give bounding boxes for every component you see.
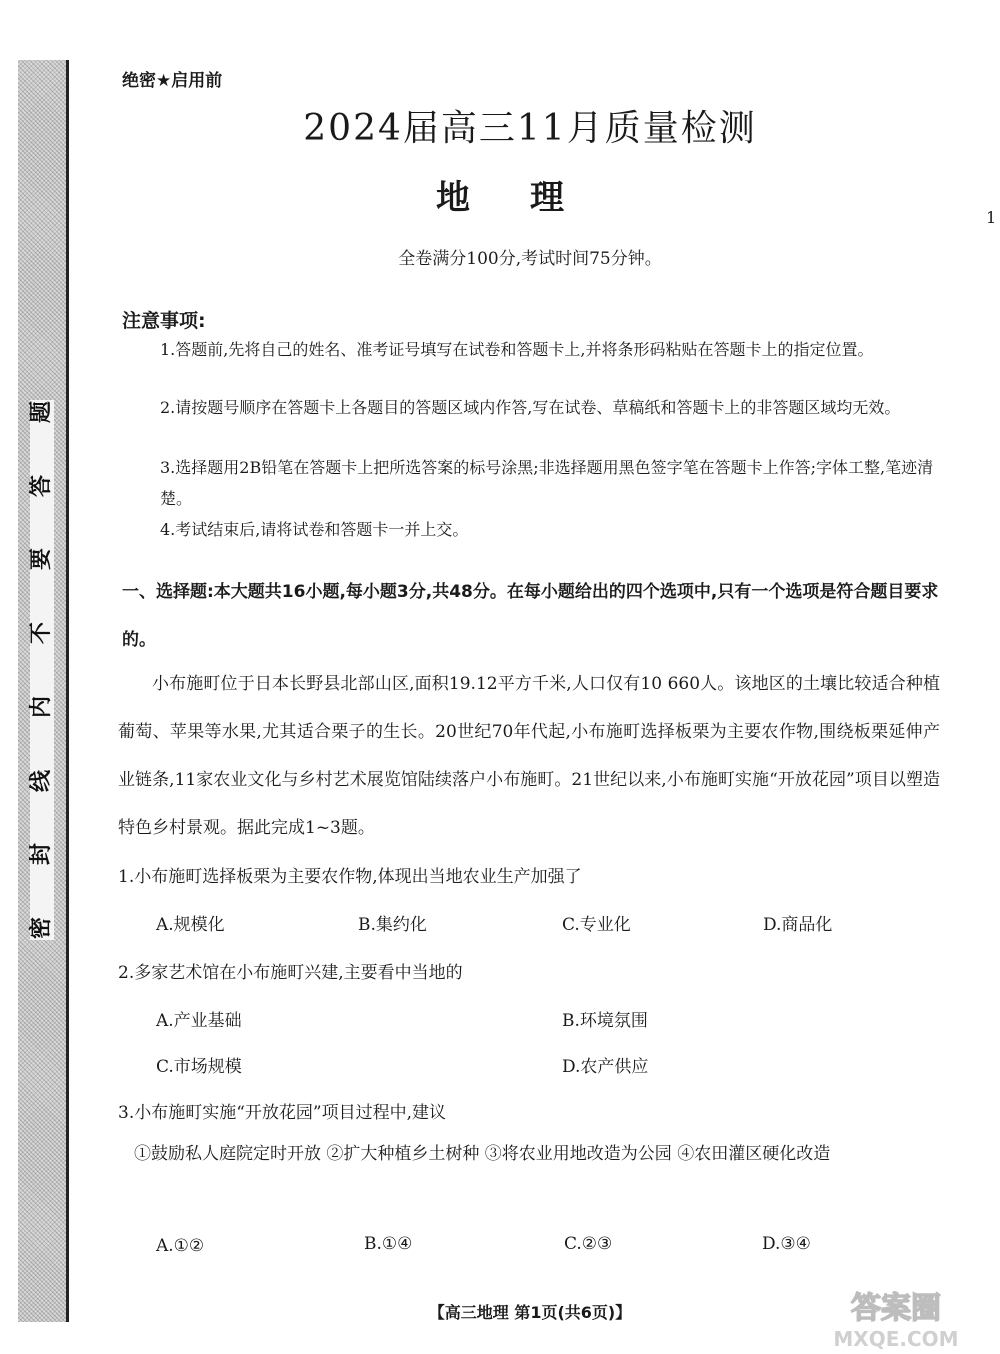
binding-char: 要 [28, 548, 54, 571]
question-statement-items: ①鼓励私人庭院定时开放 ②扩大种植乡土树种 ③将农业用地改造为公园 ④农田灌区硬化改造 [134, 1144, 831, 1164]
section-heading: 一、选择题:本大题共16小题,每小题3分,共48分。在每小题给出的四个选项中,只有一个选项是符合题目要求的。 [122, 582, 939, 650]
question-stem: 3.小布施町实施“开放花园”项目过程中,建议 [118, 1103, 447, 1123]
question-option[interactable]: B.集约化 [358, 915, 427, 935]
note-item: 2.请按题号顺序在答题卡上各题目的答题区域内作答,写在试卷、草稿纸和答题卡上的非答题区域均无效。 [160, 398, 901, 417]
question-stem: 2.多家艺术馆在小布施町兴建,主要看中当地的 [118, 963, 463, 983]
watermark-url: MXQE.COM [833, 1327, 959, 1350]
reading-passage: 小布施町位于日本长野县北部山区,面积19.12平方千米,人口仅有10 660人。该地区的土壤比较适合种植葡萄、苹果等水果,尤其适合栗子的生长。20世纪70年代起,小布施町选择板栗为主要农作物,围绕板栗延伸产业链条,11家农业文化与乡村艺术展览馆陆续落户小布施町。21世纪以来,小布施町实施“开放花园”项目以塑造特色乡村景观。据此完成1~3题。 [118, 674, 940, 838]
question-option[interactable]: A.产业基础 [156, 1011, 242, 1031]
page-title: 2024届高三11月质量检测 [303, 108, 757, 149]
question-option[interactable]: D.③④ [762, 1234, 811, 1254]
binding-char: 内 [28, 695, 54, 718]
binding-char: 不 [28, 622, 54, 645]
question-option[interactable]: A.①② [156, 1236, 205, 1256]
binding-char: 密 [28, 916, 54, 939]
question-option[interactable]: B.①④ [364, 1234, 413, 1254]
question-option[interactable]: D.商品化 [763, 915, 833, 935]
watermark-text: 答案圈 [851, 1291, 941, 1326]
binding-char: 答 [28, 474, 54, 497]
question-option[interactable]: C.②③ [564, 1234, 613, 1254]
question-option[interactable]: A.规模化 [156, 915, 225, 935]
binding-char: 封 [28, 843, 54, 866]
note-item: 1.答题前,先将自己的姓名、准考证号填写在试卷和答题卡上,并将条形码粘贴在答题卡上的指定位置。 [160, 340, 874, 359]
question-option[interactable]: C.专业化 [562, 915, 631, 935]
subject-title: 地理 [436, 178, 624, 218]
note-item: 3.选择题用2B铅笔在答题卡上把所选答案的标号涂黑;非选择题用黑色签字笔在答题卡上作答;字体工整,笔迹清楚。 [160, 458, 934, 508]
binding-line-text [30, 400, 54, 940]
question-option[interactable]: C.市场规模 [156, 1057, 242, 1077]
binding-char: 题 [28, 400, 54, 424]
confidential-label: 绝密★启用前 [122, 71, 223, 91]
exam-info: 全卷满分100分,考试时间75分钟。 [398, 249, 662, 269]
note-item: 4.考试结束后,请将试卷和答题卡一并上交。 [160, 520, 469, 539]
question-option[interactable]: B.环境氛围 [562, 1011, 648, 1031]
edge-mark: 1 [986, 208, 997, 227]
notes-title: 注意事项: [122, 310, 206, 332]
watermark-logo [784, 1288, 984, 1350]
page-footer: 【高三地理 第1页(共6页)】 [428, 1303, 632, 1322]
question-stem: 1.小布施町选择板栗为主要农作物,体现出当地农业生产加强了 [118, 867, 582, 887]
binding-char: 线 [28, 769, 54, 792]
question-option[interactable]: D.农产供应 [562, 1057, 649, 1077]
